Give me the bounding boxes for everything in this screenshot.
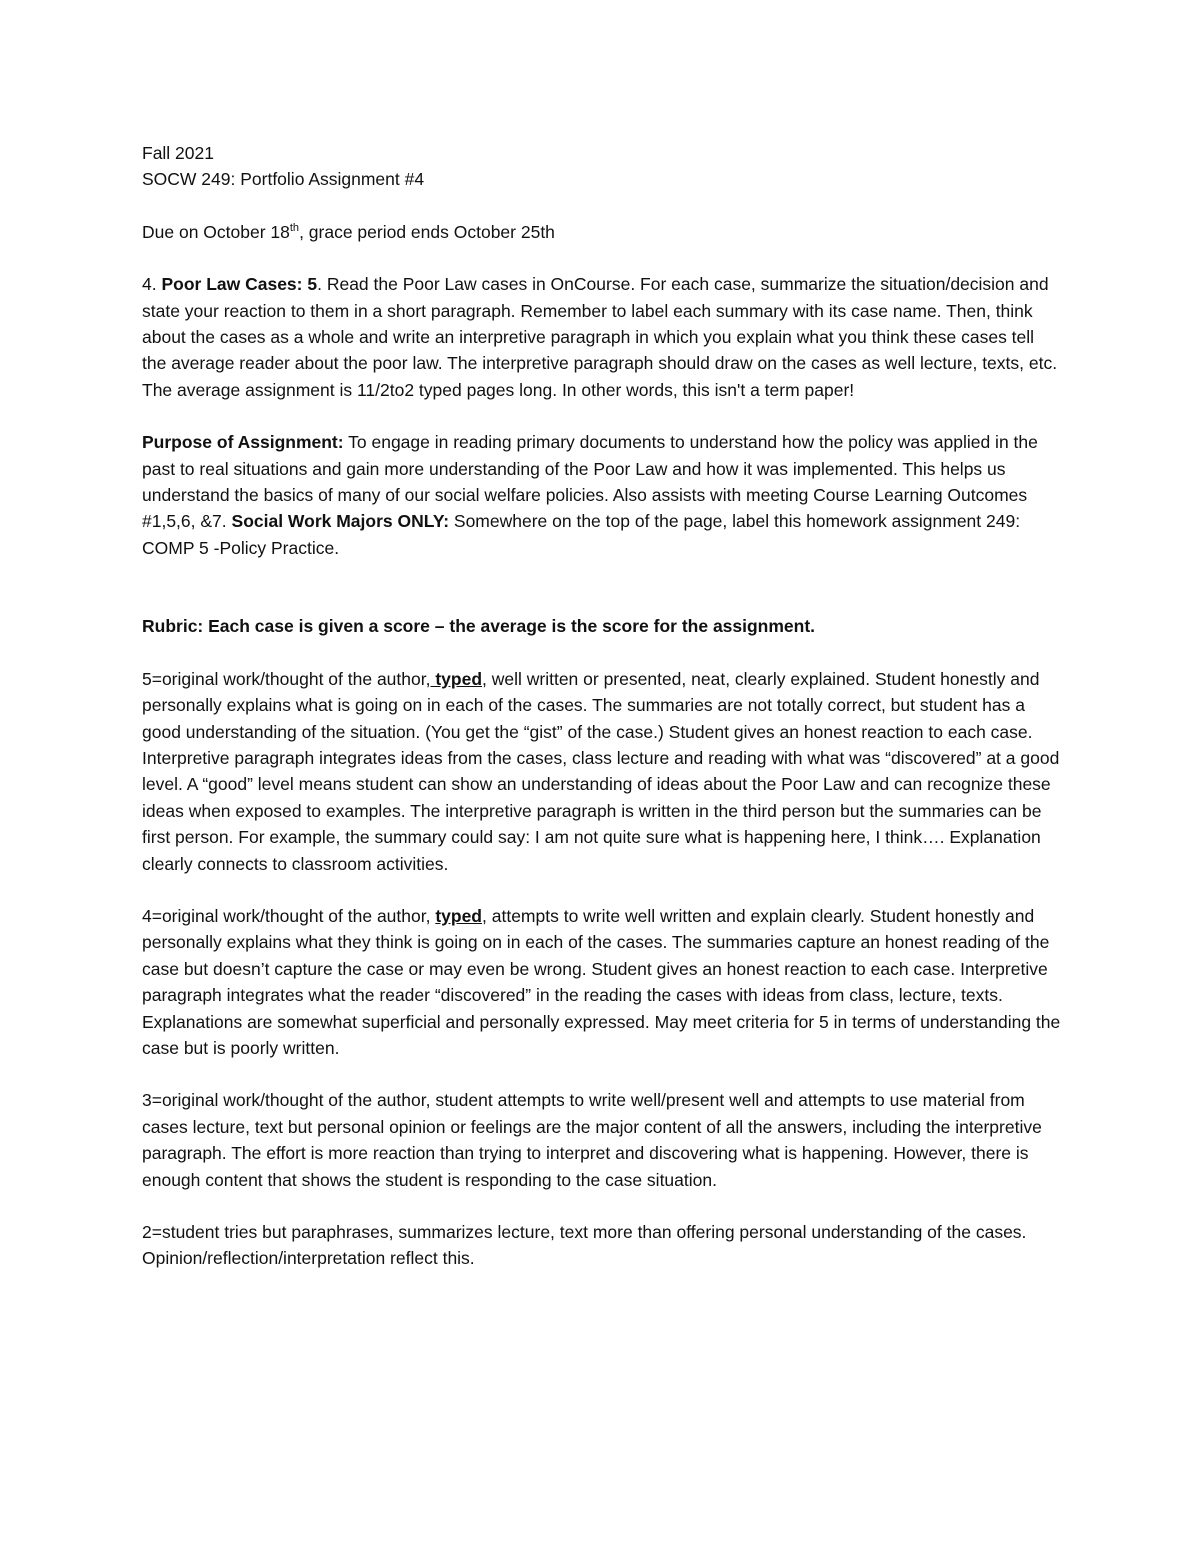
task-number: 4. — [142, 274, 162, 295]
rubric-score-5 — [142, 666, 1062, 877]
score5-typed: typed — [430, 668, 483, 689]
majors-label: Social Work Majors ONLY: — [231, 511, 450, 532]
score4-text: , attempts to write well written and explain clearly. Student honestly and personally explains what they think is going on in each of the cases. The summaries capture an honest reading of the case but doesn’t capture the case or may even be wrong. Student gives an honest reaction to each case. Interpretive paragraph integrates what the reader “discovered” in the reading the cases with ideas from class, lecture, texts. Explanations are somewhat superficial and personally expressed. May meet criteria for 5 in terms of understanding the case but is poorly written. — [142, 905, 1061, 1058]
due-date-line — [142, 219, 1062, 245]
rubric-score-2 — [142, 1219, 1062, 1272]
rubric-score-4 — [142, 903, 1062, 1061]
score3-text: 3=original work/thought of the author, student attempts to write well/present well and attempts to use material from cases lecture, text but personal opinion or feelings are the major content of all the answers, including the interpretive paragraph. The effort is more reaction than trying to interpret and discovering what is happening. However, there is enough content that shows the student is responding to the case situation. — [142, 1090, 1042, 1190]
purpose-label: Purpose of Assignment: — [142, 432, 344, 453]
rubric-heading — [142, 613, 1062, 639]
rubric-heading-text: Rubric: Each case is given a score – the average is the score for the assignment. — [142, 616, 816, 637]
rubric-score-3 — [142, 1087, 1062, 1193]
score4-prefix: 4=original work/thought of the author, — [142, 905, 436, 926]
course-title: SOCW 249: Portfolio Assignment #4 — [142, 169, 425, 190]
task-paragraph — [142, 271, 1062, 403]
due-superscript: th — [289, 221, 300, 234]
score4-typed: typed — [435, 905, 483, 926]
score5-text: , well written or presented, neat, clearly explained. Student honestly and personally explains what is going on in each of the cases. The summaries are not totally correct, but student has a good understanding of the situation. (You get the “gist” of the case.) Student gives an honest reaction to each case. Interpretive paragraph integrates ideas from the cases, class lecture and reading with what was “discovered” at a good level. A “good” level means student can show an understanding of ideas about the Poor Law and can recognize these ideas when exposed to examples. The interpretive paragraph is written in the third person but the summaries can be first person. For example, the summary could say: I am not quite sure what is happening here, I think…. Explanation clearly connects to classroom activities. — [142, 668, 1060, 874]
purpose-text: To engage in reading primary documents to understand how the policy was applied in the past to real situations and gain more understanding of the Poor Law and how it was implemented. This helps us understand the basics of many of our social welfare policies. Also assists with meeting Course Learning Outcomes #1,5,6, &7. — [142, 432, 1038, 532]
due-prefix: Due on October 18 — [142, 221, 290, 242]
score5-prefix: 5=original work/thought of the author, — [142, 668, 431, 689]
majors-text: Somewhere on the top of the page, label this homework assignment 249: COMP 5 -Policy Practice. — [142, 511, 1021, 558]
document-page — [142, 140, 1062, 1298]
task-text: . Read the Poor Law cases in OnCourse. For each case, summarize the situation/decision and state your reaction to them in a short paragraph. Remember to label each summary with its case name. Then, think about the cases as a whole and write an interpretive paragraph in which you explain what you think these cases tell the average reader about the poor law. The interpretive paragraph should draw on the cases as well lecture, texts, etc. The average assignment is 11/2to2 typed pages long. In other words, this isn't a term paper! — [142, 274, 1058, 400]
term-line: Fall 2021 — [142, 143, 214, 163]
score2-text: 2=student tries but paraphrases, summarizes lecture, text more than offering personal understanding of the cases. Opinion/reflection/interpretation reflect this. — [142, 1222, 1027, 1269]
purpose-paragraph — [142, 429, 1062, 561]
due-suffix: , grace period ends October 25th — [299, 221, 555, 242]
task-label: Poor Law Cases: 5 — [161, 274, 318, 295]
